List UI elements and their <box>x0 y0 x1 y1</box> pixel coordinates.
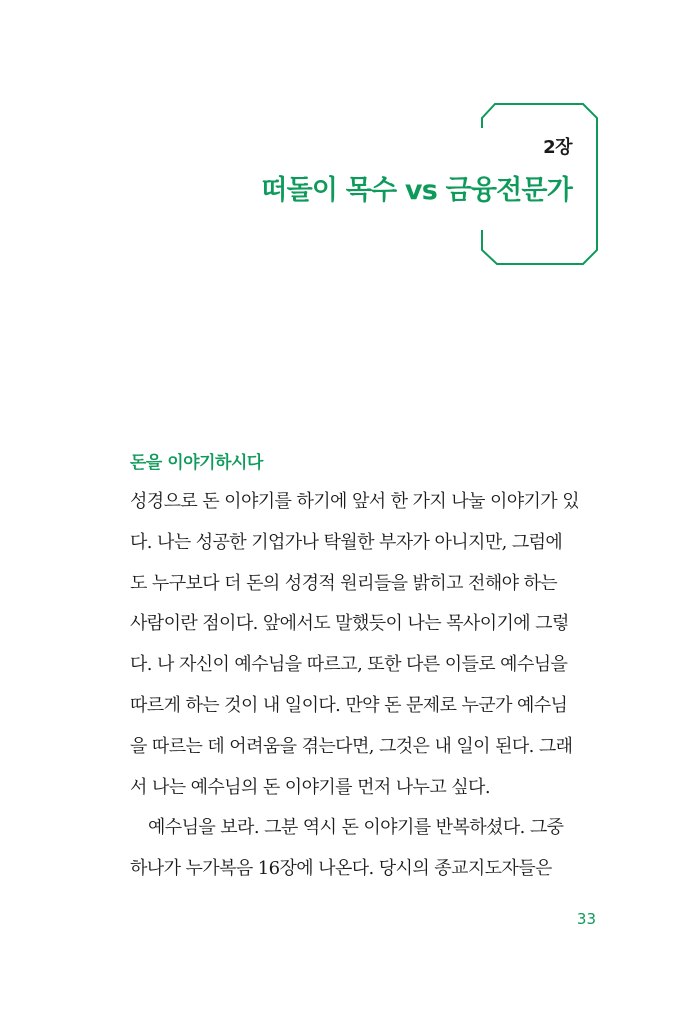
body-line: 하나가 누가복음 16장에 나온다. 당시의 종교지도자들은 <box>130 858 552 880</box>
body-text <box>130 482 600 890</box>
section-heading: 돈을 이야기하시다 <box>130 453 263 473</box>
body-line: 다. 나는 성공한 기업가나 탁월한 부자가 아니지만, 그럼에 <box>130 531 563 553</box>
body-line: 성경으로 돈 이야기를 하기에 앞서 한 가지 나눌 이야기가 있 <box>130 491 580 512</box>
body-line: 따르게 하는 것이 내 일이다. 만약 돈 문제로 누군가 예수님 <box>130 694 568 716</box>
body-line: 다. 나 자신이 예수님을 따르고, 또한 다른 이들로 예수님을 <box>130 654 568 676</box>
chapter-title: 떠돌이 목수 vs 금융전문가 <box>261 175 572 206</box>
body-line-paragraph-start: 예수님을 보라. 그분 역시 돈 이야기를 반복하셨다. 그중 <box>148 817 564 839</box>
chapter-frame-ornament <box>0 0 700 300</box>
body-line: 사람이란 점이다. 앞에서도 말했듯이 나는 목사이기에 그렇 <box>130 613 569 635</box>
page-number: 33 <box>576 910 596 928</box>
body-line: 도 누구보다 더 돈의 성경적 원리들을 밝히고 전해야 하는 <box>130 572 558 594</box>
chapter-number: 2장 <box>543 137 572 158</box>
body-line: 서 나는 예수님의 돈 이야기를 먼저 나누고 싶다. <box>130 776 490 798</box>
body-line: 을 따르는 데 어려움을 겪는다면, 그것은 내 일이 된다. 그래 <box>130 735 573 757</box>
